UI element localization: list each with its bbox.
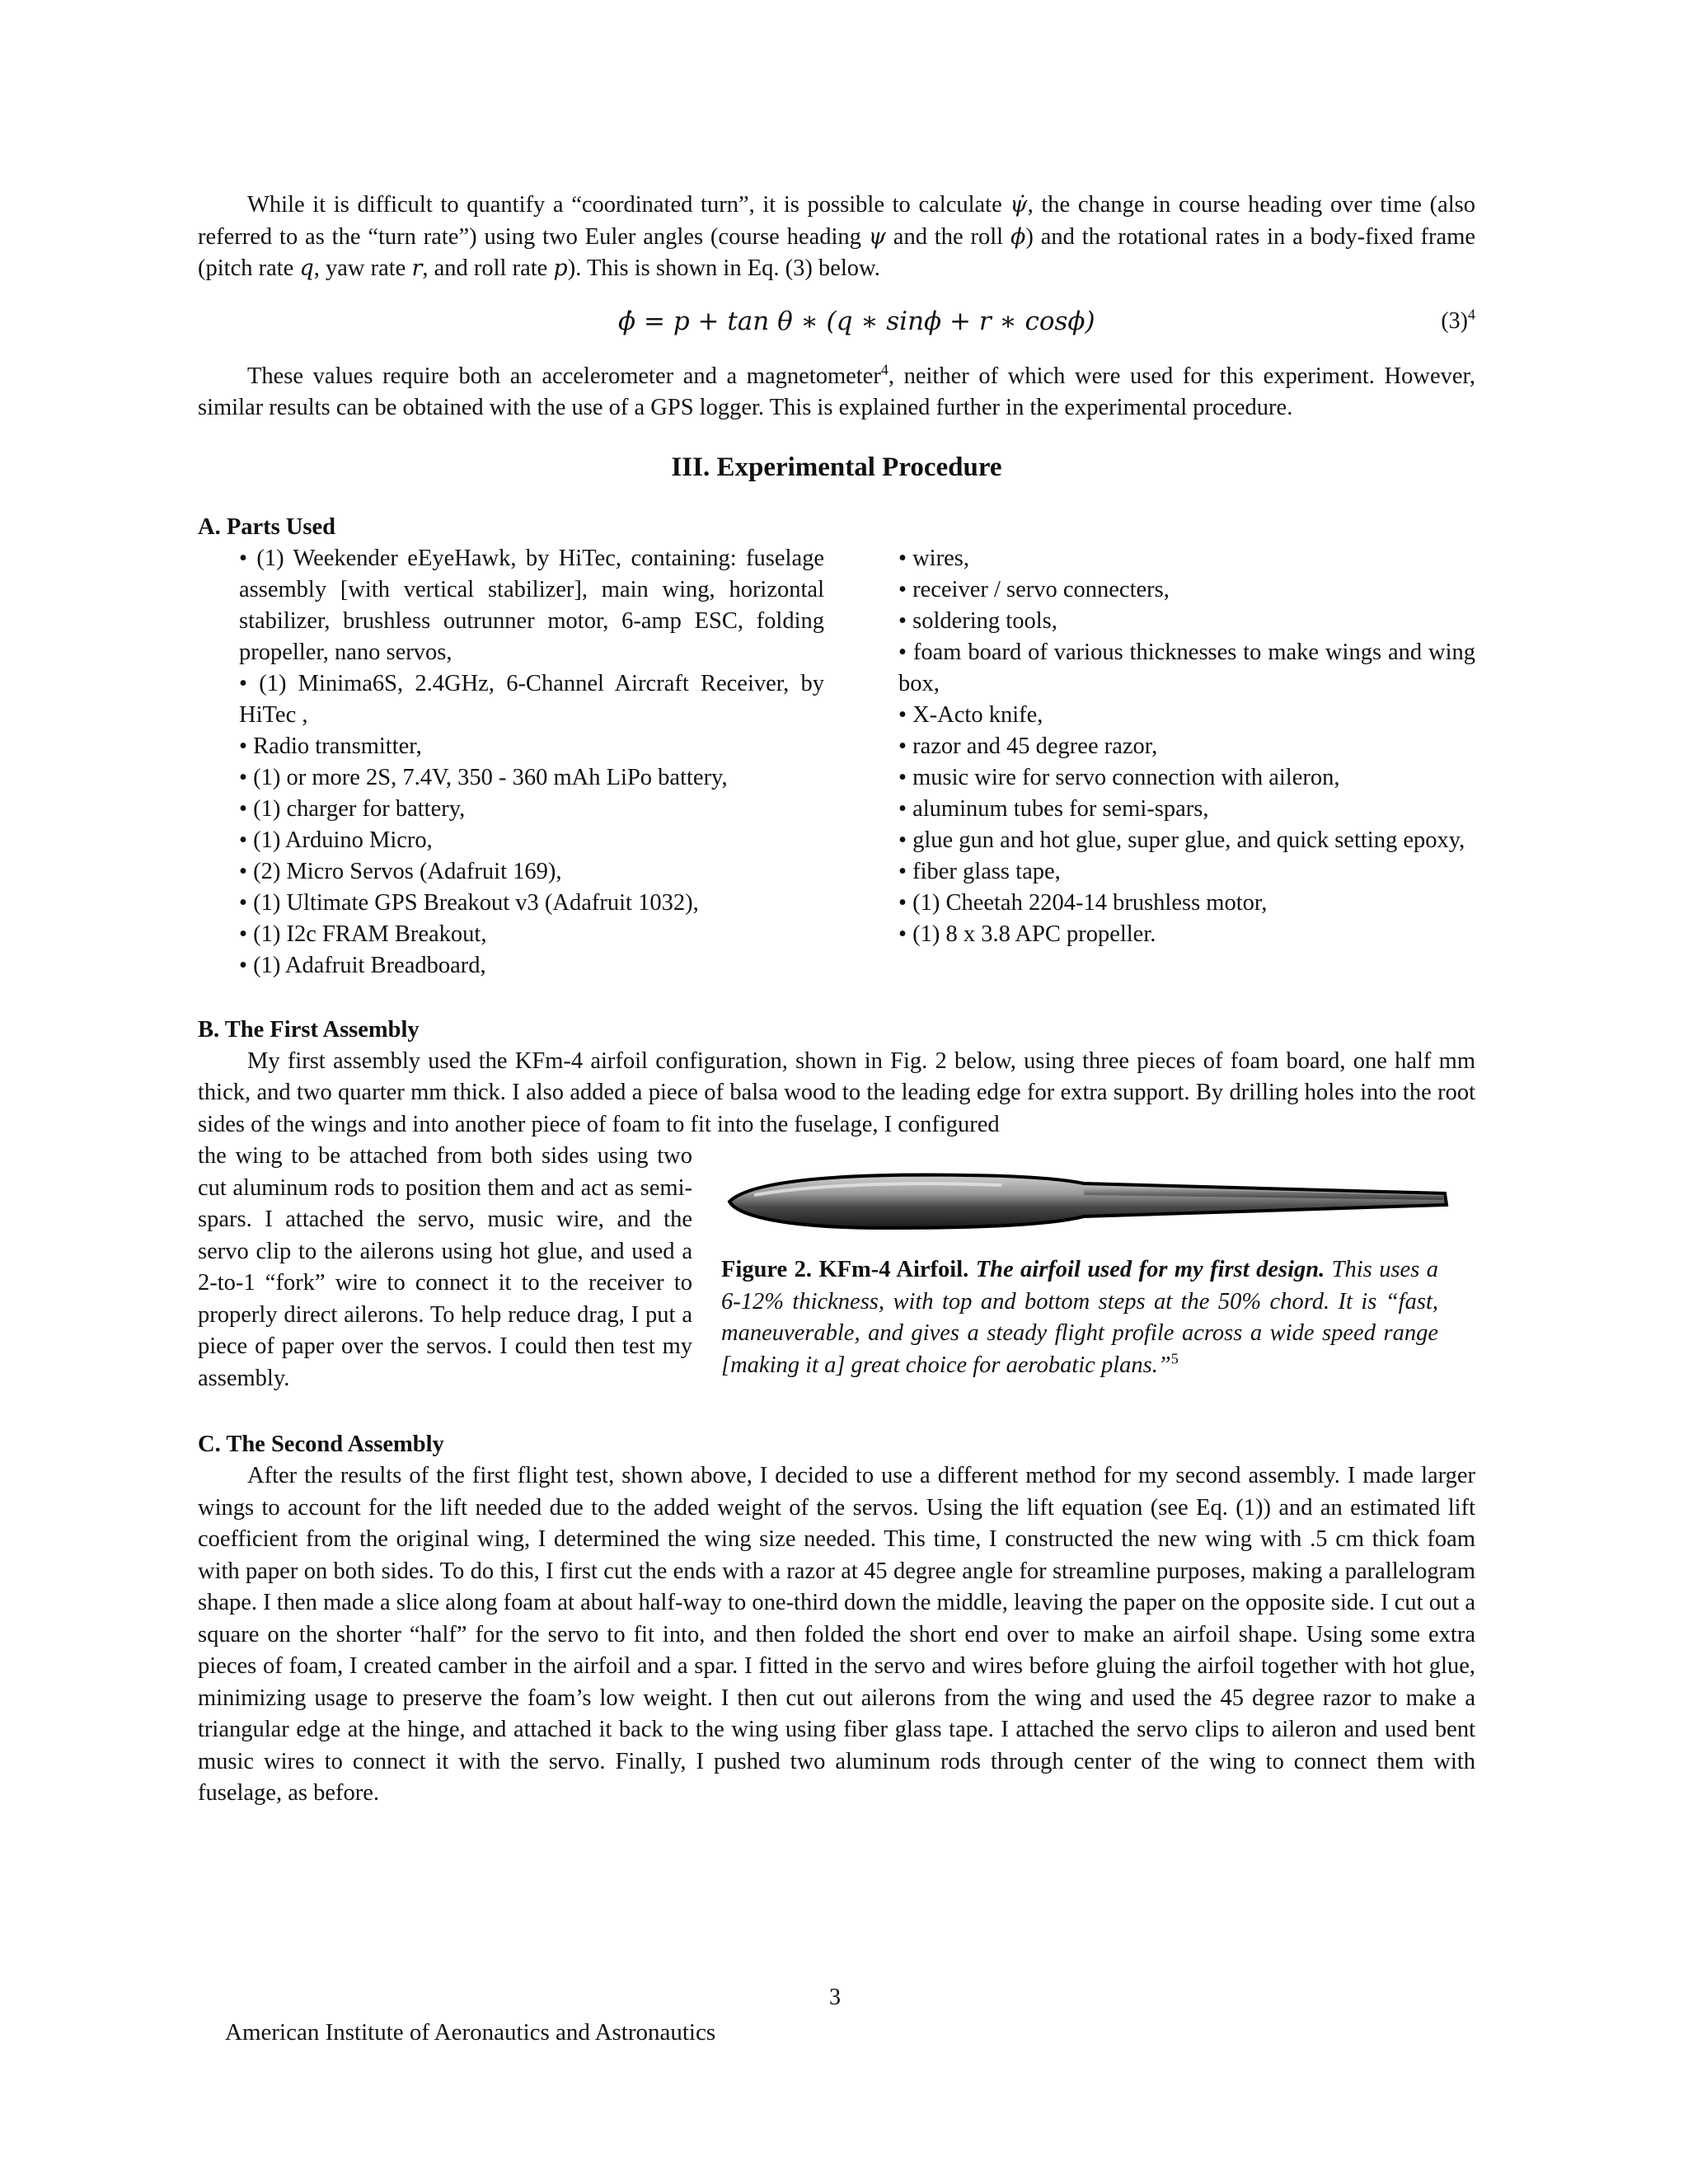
- page-body: [198, 190, 1475, 1810]
- equation-3: [198, 297, 1475, 346]
- airfoil-image: [721, 1159, 1455, 1241]
- list-item: • aluminum tubes for semi-spars,: [898, 795, 1209, 822]
- list-item: • (1) charger for battery,: [239, 795, 466, 822]
- list-item: • (1) Weekender eEyeHawk, by HiTec, containing: fuselage assembly [with vertical stabilizer], main wing, horizontal stabilizer, brushless outrunner motor, 6-amp ESC, folding propeller, nano servos,: [239, 545, 824, 665]
- list-item: • Radio transmitter,: [239, 733, 422, 759]
- parts-list: [198, 543, 1475, 982]
- list-item: • (1) Arduino Micro,: [239, 827, 433, 853]
- list-item: • (2) Micro Servos (Adafruit 169),: [239, 858, 562, 884]
- figure-label: Figure 2. KFm-4 Airfoil.: [721, 1257, 969, 1282]
- list-item: • (1) Adafruit Breadboard,: [239, 952, 486, 978]
- second-assembly-heading: C. The Second Assembly: [198, 1432, 444, 1457]
- citation-5: 5: [1170, 1350, 1179, 1366]
- first-assembly-heading: B. The First Assembly: [198, 1016, 420, 1043]
- citation-4: 4: [880, 361, 889, 377]
- equation-citation: 4: [1468, 306, 1475, 323]
- parts-list-left: [239, 543, 824, 982]
- first-assembly-paragraph-continued: the wing to be attached from both sides using two cut aluminum rods to position them and act as semi-spars. I attached the servo, music wire, and the servo clip to the ailerons using hot glue, and used a 2-to-1 “fork” wire to connect it to the receiver to properly direct ailerons. To help reduce drag, I put a piece of paper over the servos. I could then test my assembly.: [198, 1143, 692, 1391]
- list-item: • receiver / servo connecters,: [898, 576, 1170, 602]
- list-item: • (1) Minima6S, 2.4GHz, 6-Channel Aircraft Receiver, by HiTec ,: [239, 670, 824, 728]
- psi-dot-symbol: ψ̇: [1010, 192, 1028, 218]
- intro-paragraph-turn-rate: While it is difficult to quantify a “coordinated turn”, it is possible to calculate ψ̇, the change in course heading over time (also referred to as the “turn rate”) using two Euler angles (course heading ψ and the roll ϕ) and the rotational rates in a body-fixed frame (pitch rate q, yaw rate r, and roll rate p). This is shown in Eq. (3) below.: [198, 192, 1476, 281]
- figure-2: [713, 1141, 1475, 1394]
- list-item: • (1) Ultimate GPS Breakout v3 (Adafruit 1032),: [239, 889, 699, 916]
- section-title: III. Experimental Procedure: [671, 452, 1002, 482]
- list-item: • music wire for servo connection with aileron,: [898, 764, 1340, 790]
- parts-list-right: [898, 543, 1475, 982]
- footer-organization: American Institute of Aeronautics and Astronautics: [225, 2019, 716, 2046]
- airfoil-shape: [729, 1175, 1447, 1228]
- list-item: • X-Acto knife,: [898, 701, 1043, 728]
- list-item: • foam board of various thicknesses to make wings and wing box,: [898, 639, 1475, 696]
- first-assembly-wrap: [198, 1141, 1475, 1394]
- equation-body: ϕ̇ = p + tan θ ∗ (q ∗ sinϕ + r ∗ cosϕ): [618, 306, 1095, 336]
- list-item: • (1) I2c FRAM Breakout,: [239, 921, 487, 947]
- figure-2-caption: Figure 2. KFm-4 Airfoil. The airfoil used for my first design. This uses a 6-12% thickness, with top and bottom steps at the 50% chord. It is “fast, maneuverable, and gives a steady flight profile across a wide speed range [making it a] great choice for aerobatic plans.”$^5$: [721, 1257, 1438, 1378]
- list-item: • razor and 45 degree razor,: [898, 733, 1158, 759]
- list-item: • (1) 8 x 3.8 APC propeller.: [898, 921, 1156, 947]
- list-item: • fiber glass tape,: [898, 858, 1061, 884]
- list-item: • (1) or more 2S, 7.4V, 350 - 360 mAh LiPo battery,: [239, 764, 728, 790]
- first-assembly-section: [198, 1015, 1475, 1395]
- intro-paragraph-sensors: These values require both an accelerometer and a magnetometer$^4$, neither of which were used for this experiment. However, similar results can be obtained with the use of a GPS logger. This is explained further in the experimental procedure.: [198, 361, 1475, 420]
- second-assembly-paragraph: After the results of the first flight test, shown above, I decided to use a different method for my second assembly. I made larger wings to account for the lift needed due to the added weight of the servos. Using the lift equation (see Eq. (1)) and an estimated lift coefficient from the original wing, I determined the wing size needed. This time, I constructed the new wing with .5 cm thick foam with paper on both sides. To do this, I first cut the ends with a razor at 45 degree angle for streamline purposes, making a parallelogram shape. I then made a slice along foam at about half-way to one-third down the middle, leaving the paper on the opposite side. I cut out a square on the shorter “half” for the servo to fit into, and then folded the short end over to make an airfoil shape. Using some extra pieces of foam, I created camber in the airfoil and a spar. I fitted in the servo and wires before gluing the airfoil together with hot glue, minimizing usage to preserve the foam’s low weight. I then cut out ailerons from the wing and used the 45 degree razor to make a triangular edge at the hinge, and attached it back to the wing using fiber glass tape. I attached the servo clips to aileron and used bent music wires to connect it with the servo. Finally, I pushed two aluminum rods through center of the wing to connect them with fuselage, as before.: [198, 1463, 1475, 1806]
- equation-number: $(3)^4$: [1441, 306, 1475, 334]
- first-assembly-paragraph: My first assembly used the KFm-4 airfoil configuration, shown in Fig. 2 below, using three pieces of foam board, one half mm thick, and two quarter mm thick. I also added a piece of balsa wood to the leading edge for extra support. By drilling holes into the root sides of the wings and into another piece of foam to fit into the fuselage, I configured: [198, 1047, 1475, 1137]
- list-item: • (1) Cheetah 2204-14 brushless motor,: [898, 889, 1268, 916]
- parts-heading: A. Parts Used: [198, 513, 336, 540]
- list-item: • glue gun and hot glue, super glue, and quick setting epoxy,: [898, 827, 1465, 853]
- page-number: 3: [829, 1985, 841, 2010]
- list-item: • wires,: [898, 545, 969, 571]
- list-item: • soldering tools,: [898, 607, 1057, 634]
- second-assembly-section: [198, 1429, 1475, 1810]
